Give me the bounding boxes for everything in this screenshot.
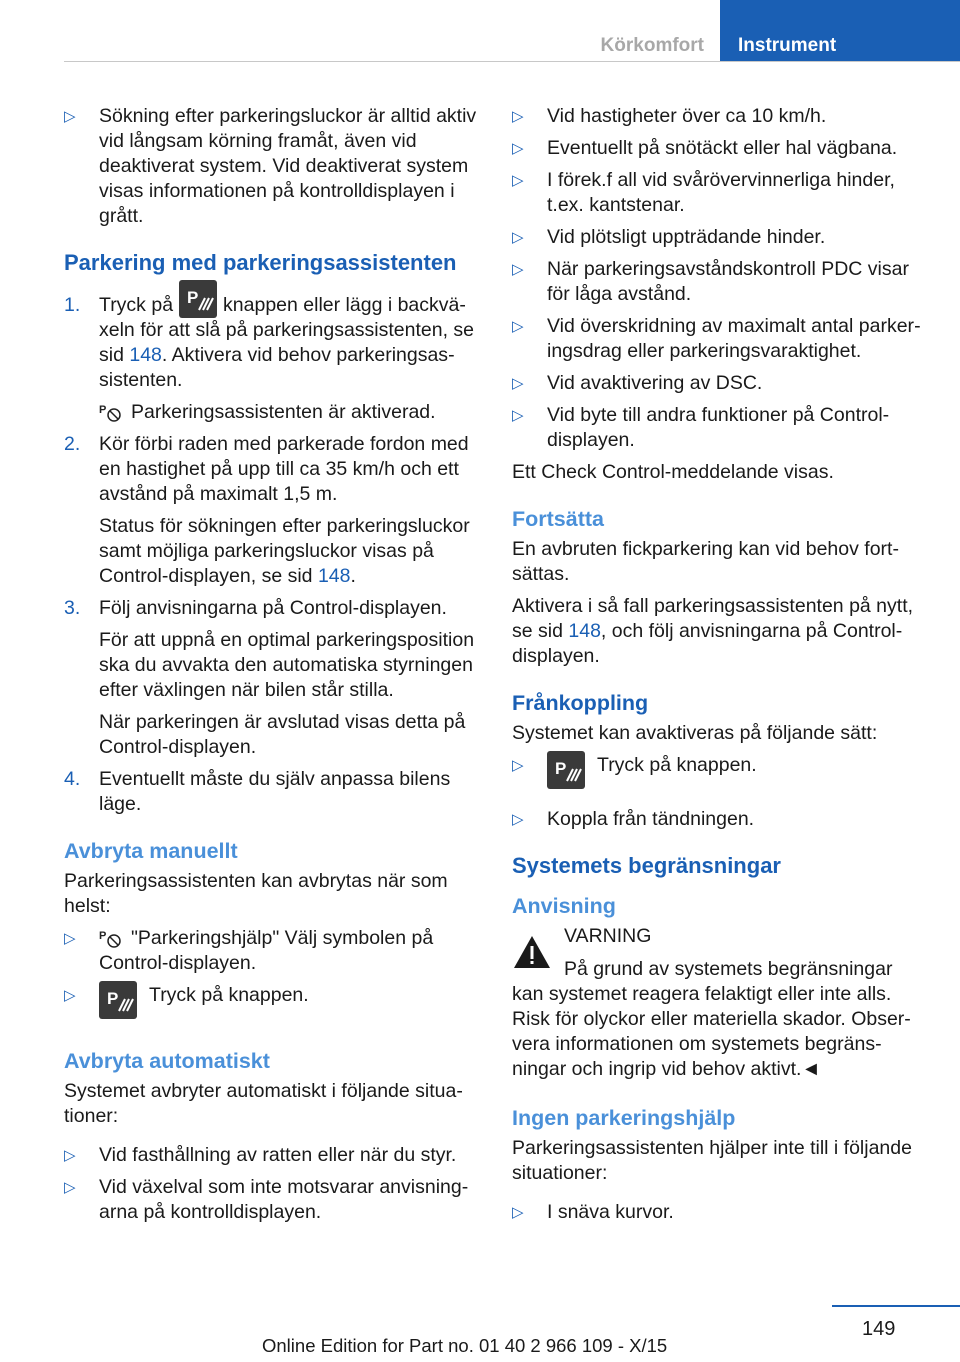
list-item xyxy=(512,257,928,307)
note-text: Parkeringsassistenten är aktiverad. xyxy=(131,401,436,423)
svg-text:P: P xyxy=(99,929,107,942)
bullet-icon: ▷ xyxy=(512,811,524,828)
list-item xyxy=(64,983,478,1027)
list-item xyxy=(512,314,928,364)
list-item xyxy=(512,1200,928,1225)
list-item-text: Vid plötsligt uppträdande hinder. xyxy=(547,226,826,248)
step-2 xyxy=(64,432,478,507)
parking-assistant-button-icon xyxy=(179,280,217,318)
warning-triangle-icon xyxy=(512,934,552,970)
step-2-note xyxy=(64,514,478,589)
bullet-icon: ▷ xyxy=(512,1204,524,1221)
list-item-text: Koppla från tändningen. xyxy=(547,808,755,830)
step-1 xyxy=(64,287,478,393)
bullet-icon: ▷ xyxy=(512,108,524,125)
step-text: . Aktivera vid behov parkeringsassistenten. xyxy=(99,344,455,391)
step-text: knappen eller lägg i backväxeln för att slå på parkeringsassistenten, se sid xyxy=(99,294,475,366)
list-item-text: I snäva kurvor. xyxy=(547,1201,674,1223)
paragraph: Systemet kan avaktiveras på följande sätt: xyxy=(512,722,878,744)
list-item-text: Vid växelval som inte motsvarar anvisningarna på kontrolldisplayen. xyxy=(99,1176,469,1223)
list-item xyxy=(64,926,478,976)
bullet-icon: ▷ xyxy=(64,1179,76,1196)
list-item xyxy=(64,104,478,229)
bullet-icon: ▷ xyxy=(512,261,524,278)
step-text: Tryck på xyxy=(99,294,174,316)
bullet-icon: ▷ xyxy=(64,987,76,1004)
step-number: 2. xyxy=(64,433,81,455)
list-item xyxy=(512,225,928,250)
list-item xyxy=(512,168,928,218)
heading-parking: Parkering med parkeringsassistenten xyxy=(64,250,457,275)
svg-text:P: P xyxy=(99,403,107,416)
step-3-note: När parkeringen är avslutad visas detta på Control-displayen. xyxy=(99,711,466,758)
page-link[interactable]: 148 xyxy=(568,620,601,642)
parking-assistant-symbol-icon xyxy=(99,402,125,424)
step-text: Följ anvisningarna på Control-displayen. xyxy=(99,597,447,619)
list-item-text: Vid fasthållning av ratten eller när du styr. xyxy=(99,1144,457,1166)
parking-assistant-button-icon xyxy=(99,981,137,1019)
paragraph-text: Aktivera i så fall parkeringsassistenten på nytt, se sid xyxy=(512,595,914,642)
list-item xyxy=(512,136,928,161)
heading-continue: Fortsätta xyxy=(512,507,604,531)
svg-text:P: P xyxy=(555,759,567,778)
heading-no-help: Ingen parkeringshjälp xyxy=(512,1106,736,1130)
paragraph xyxy=(512,594,928,669)
paragraph: Parkeringsassistenten hjälper inte till i följande situationer: xyxy=(512,1137,912,1184)
bullet-icon: ▷ xyxy=(512,229,524,246)
bullet-icon: ▷ xyxy=(64,930,76,947)
parking-assistant-button-icon xyxy=(547,751,585,789)
footer-edition: Online Edition for Part no. 01 40 2 966 109 - X/15 xyxy=(262,1335,668,1356)
bullet-icon: ▷ xyxy=(512,407,524,424)
list-item-text: Tryck på knappen. xyxy=(597,754,757,776)
paragraph: Ett Check Control-meddelande visas. xyxy=(512,461,834,483)
bullet-icon: ▷ xyxy=(512,172,524,189)
list-item xyxy=(512,403,928,453)
list-item xyxy=(512,807,928,832)
list-item xyxy=(512,753,928,797)
right-column xyxy=(512,104,928,1232)
list-item xyxy=(512,371,928,396)
list-item-text: När parkeringsavståndskontroll PDC visar för låga avstånd. xyxy=(547,258,909,305)
list-item-text: Vid överskridning av maximalt antal parkeringsdrag eller parkeringsvaraktighet. xyxy=(547,315,921,362)
list-item-text: Sökning efter parkeringsluckor är alltid aktiv vid långsam körning framåt, även vid deaktiverat system. Vid deaktiverat system visas informationen på kontrolldisplayen i grått. xyxy=(99,105,477,227)
paragraph: En avbruten fickparkering kan vid behov fortsättas. xyxy=(512,538,899,585)
step-3-note: För att uppnå en optimal parkeringsposition ska du avvakta den automatiska styrningen efter växlingen när bilen står stilla. xyxy=(99,629,475,701)
note-text: . xyxy=(350,565,356,587)
heading-limitations: Systemets begränsningar xyxy=(512,853,781,878)
warning-text-body: På grund av systemets begränsningar kan systemet reagera felaktigt eller inte alls. Risk för olyckor eller materiella skador. Observera informationen om systemets begränsningar och ingrip vid behov aktivt.◄ xyxy=(512,958,911,1080)
step-4 xyxy=(64,767,478,817)
svg-text:P: P xyxy=(187,287,199,307)
list-item-text: Vid byte till andra funktioner på Control-displayen. xyxy=(547,404,890,451)
step-text: Eventuellt måste du själv anpassa bilens läge. xyxy=(99,768,451,815)
warning-box xyxy=(512,924,928,949)
heading-deactivation: Frånkoppling xyxy=(512,691,649,715)
heading-note: Anvisning xyxy=(512,894,616,918)
page-header xyxy=(585,0,960,62)
list-item-text: "Parkeringshjälp" Välj symbolen på Control-displayen. xyxy=(99,927,434,974)
list-item-text: Vid hastigheter över ca 10 km/h. xyxy=(547,105,827,127)
page-number: 149 xyxy=(862,1318,896,1340)
list-item-text: I förek.f all vid svårövervinnerliga hinder, t.ex. kantstenar. xyxy=(547,169,895,216)
footer-rule xyxy=(832,1305,960,1307)
bullet-icon: ▷ xyxy=(512,375,524,392)
note-text: Status för sökningen efter parkeringsluckor samt möjliga parkeringsluckor visas på Control-displayen, se sid xyxy=(99,515,470,587)
bullet-icon: ▷ xyxy=(64,1147,76,1164)
step-number: 4. xyxy=(64,768,81,790)
list-item-text: Eventuellt på snötäckt eller hal vägbana. xyxy=(547,137,898,159)
step-1-note xyxy=(64,400,478,425)
list-item xyxy=(512,104,928,129)
list-item-text: Vid avaktivering av DSC. xyxy=(547,372,763,394)
list-item xyxy=(64,1175,478,1225)
heading-cancel-auto: Avbryta automatiskt xyxy=(64,1049,270,1073)
step-3 xyxy=(64,596,478,621)
heading-cancel-manual: Avbryta manuellt xyxy=(64,839,238,863)
paragraph: Parkeringsassistenten kan avbrytas när som helst: xyxy=(64,870,448,917)
step-text: Kör förbi raden med parkerade fordon med en hastighet på upp till ca 35 km/h och ett avstånd på maximalt 1,5 m. xyxy=(99,433,469,505)
bullet-icon: ▷ xyxy=(512,318,524,335)
header-rule xyxy=(64,61,960,62)
svg-text:P: P xyxy=(107,989,119,1008)
bullet-icon: ▷ xyxy=(512,757,524,774)
paragraph-text: , och följ anvisningarna på Control-displayen. xyxy=(512,620,903,667)
list-item-text: Tryck på knappen. xyxy=(149,984,309,1006)
page-link[interactable]: 148 xyxy=(317,565,351,587)
warning-text xyxy=(512,957,928,1082)
header-section: Körkomfort xyxy=(600,35,704,56)
step-number: 1. xyxy=(64,294,81,316)
header-chapter: Instrument xyxy=(720,0,960,62)
bullet-icon: ▷ xyxy=(512,140,524,157)
page-link[interactable]: 148 xyxy=(129,344,162,366)
list-item xyxy=(64,1143,478,1168)
left-column xyxy=(64,104,478,1232)
parking-assistant-symbol-icon xyxy=(99,928,125,950)
paragraph: Systemet avbryter automatiskt i följande situationer: xyxy=(64,1080,463,1127)
warning-title: VARNING xyxy=(564,925,652,947)
step-number: 3. xyxy=(64,597,81,619)
bullet-icon: ▷ xyxy=(64,108,76,125)
